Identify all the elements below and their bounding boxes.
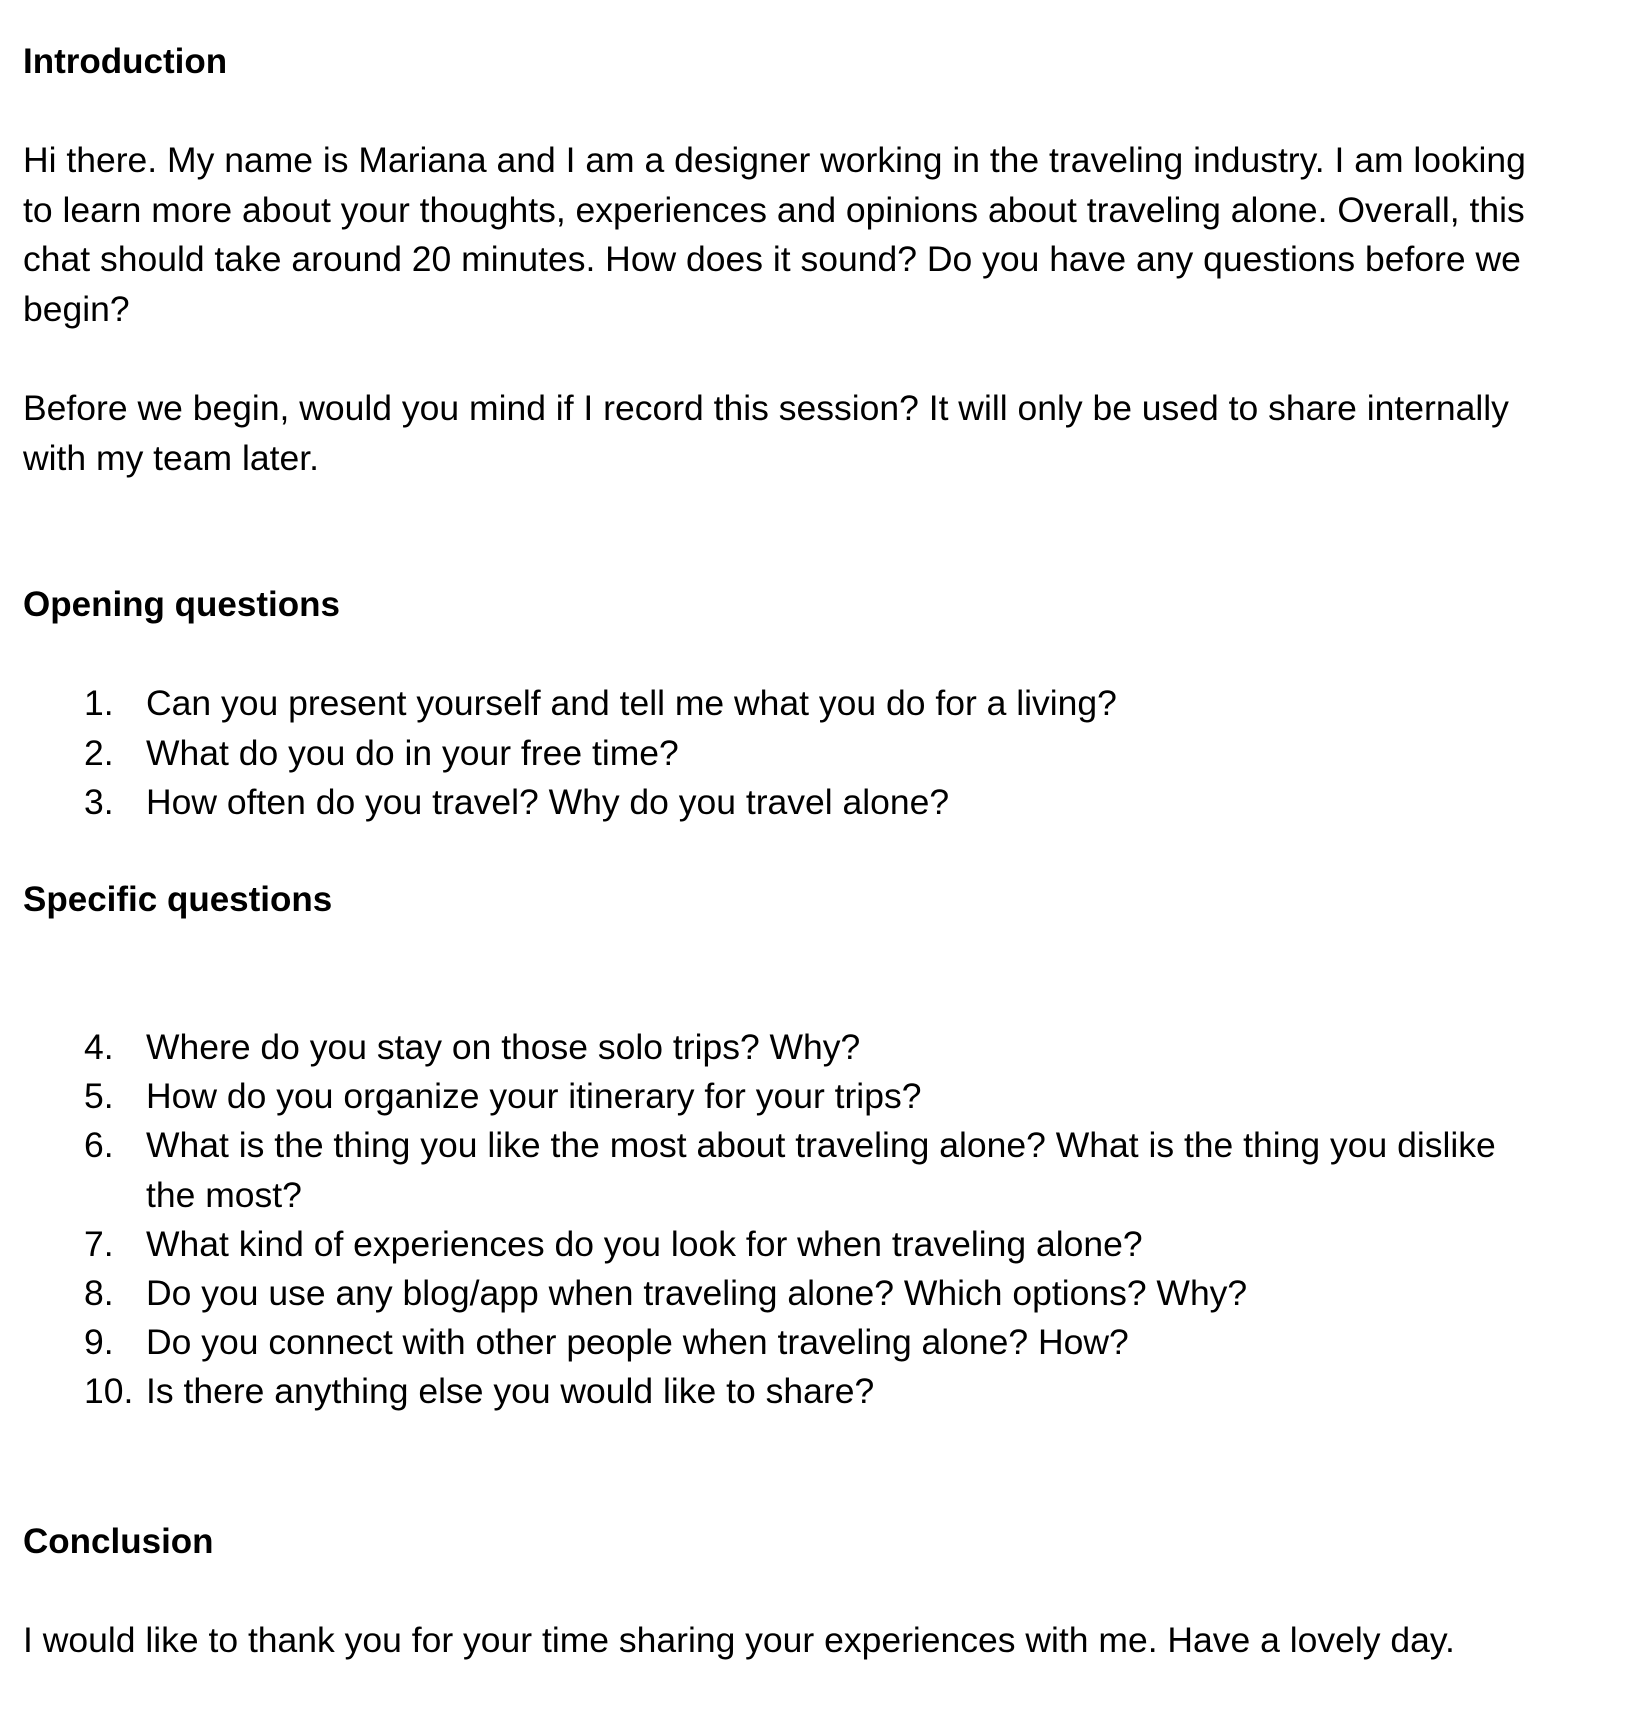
specific-questions-heading: Specific questions bbox=[23, 880, 333, 919]
list-item-text: Where do you stay on those solo trips? Why? bbox=[146, 1027, 861, 1067]
list-number: 2. bbox=[84, 733, 114, 773]
paragraph-line: Before we begin, would you mind if I record this session? It will only be used to share internally bbox=[23, 388, 1509, 428]
list-item-text: How often do you travel? Why do you travel alone? bbox=[146, 782, 950, 822]
list-number: 10. bbox=[84, 1371, 134, 1411]
list-number: 7. bbox=[84, 1224, 114, 1264]
list-number: 4. bbox=[84, 1027, 114, 1067]
paragraph-line: begin? bbox=[23, 288, 130, 329]
list-number: 5. bbox=[84, 1076, 114, 1116]
paragraph-line: to learn more about your thoughts, experiences and opinions about traveling alone. Overall, this bbox=[23, 189, 1525, 230]
list-item-text: How do you organize your itinerary for your trips? bbox=[146, 1076, 922, 1116]
list-item-text: What do you do in your free time? bbox=[146, 733, 679, 773]
list-item-text: What is the thing you like the most about traveling alone? What is the thing you dislike bbox=[146, 1125, 1496, 1165]
paragraph-line: I would like to thank you for your time sharing your experiences with me. Have a lovely day. bbox=[23, 1620, 1455, 1660]
list-number: 3. bbox=[84, 782, 114, 822]
opening-questions-heading: Opening questions bbox=[23, 585, 340, 624]
conclusion-heading: Conclusion bbox=[23, 1522, 214, 1561]
paragraph-line: with my team later. bbox=[23, 437, 319, 478]
list-item-text: Do you connect with other people when traveling alone? How? bbox=[146, 1322, 1129, 1362]
introduction-heading: Introduction bbox=[23, 42, 228, 81]
paragraph-line: Hi there. My name is Mariana and I am a designer working in the traveling industry. I am looking bbox=[23, 140, 1526, 180]
list-item-text: Do you use any blog/app when traveling alone? Which options? Why? bbox=[146, 1273, 1248, 1313]
list-item-text: Is there anything else you would like to share? bbox=[146, 1371, 875, 1411]
list-number: 8. bbox=[84, 1273, 114, 1313]
paragraph-line: chat should take around 20 minutes. How does it sound? Do you have any questions before we bbox=[23, 239, 1521, 279]
introduction-paragraph bbox=[23, 136, 1623, 334]
list-item-text: the most? bbox=[146, 1174, 302, 1215]
list-item-text: Can you present yourself and tell me what you do for a living? bbox=[146, 683, 1117, 723]
list-number: 9. bbox=[84, 1322, 114, 1362]
list-item-text: What kind of experiences do you look for when traveling alone? bbox=[146, 1224, 1143, 1264]
list-number: 6. bbox=[84, 1125, 114, 1165]
recording-consent-paragraph bbox=[23, 384, 1623, 483]
conclusion-paragraph bbox=[23, 1616, 1623, 1666]
list-number: 1. bbox=[84, 683, 114, 723]
